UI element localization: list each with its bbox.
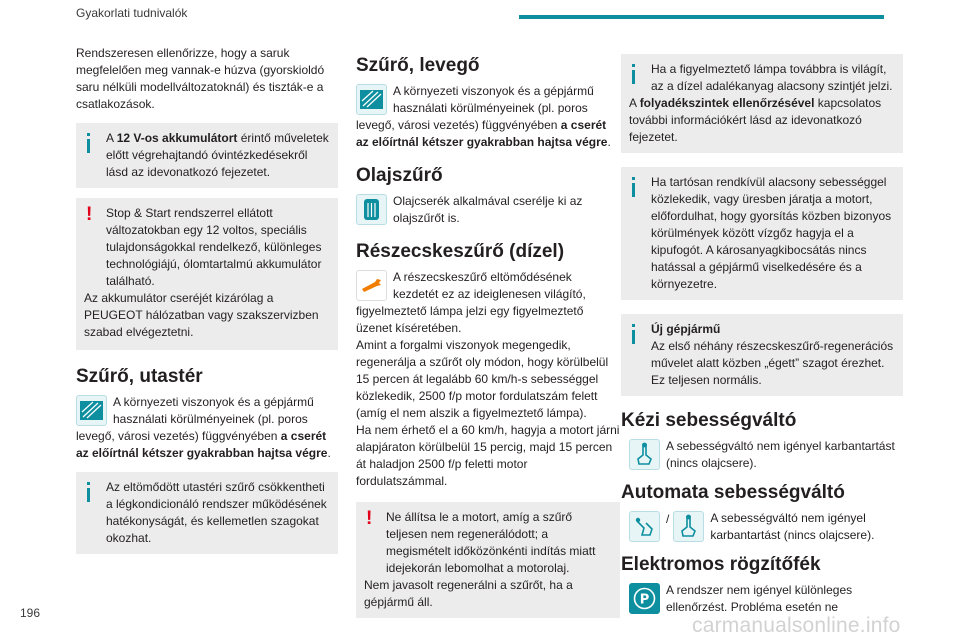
gearbox-icon [629,439,660,470]
info-note-low-speed: Ha tartósan rendkívül alacsony sebességgel közlekedik, vagy üresben járatja a motort, előfordulhat, hogy gyorsítás közben bizonyos körülmények között vízgőz hagyja el a kipufogót. A károsanyagkibocsátás nincs hatással a gépjármű viselkedésére és a környezetre. [621,167,903,300]
battery-bold: 12 V-os akkumulátort [116,131,238,145]
section-title-air-filter: Szűrő, levegő [356,55,480,76]
auto-gearbox-paragraph: / A sebességváltó nem igényel karbantartást (nincs olajcsere). [621,510,903,544]
warning-icon: ! [86,204,93,225]
auto-slash: / [666,512,670,526]
manual-gearbox-paragraph: A sebességváltó nem igényel karbantartást (nincs olajcsere). [621,438,903,472]
gearbox-icon [673,511,704,542]
info-note-additive: Ha a figyelmeztető lámpa továbbra is világít, az a dízel adalékanyag alacsony szintjét jelzi. A folyadékszintek ellenőrzésével kapcsolatos további információkért lásd az idevonatkozó fejezetet. [621,54,903,153]
oil-filter-paragraph: Olajcserék alkalmával cserélje ki az olajszűrőt is. [356,193,620,227]
intro-paragraph: Rendszeresen ellenőrizze, hogy a saruk megfelelően meg vannak-e húzva (gyorskioldó saru nélküli modellváltozatoknál) és tiszták-e a csatlakozások. [76,46,325,111]
info-note-battery: A 12 V-os akkumulátort érintő műveletek előtt végrehajtandó óvintézkedésekről lásd az idevonatkozó fejezetet. [76,123,338,188]
filter-icon [76,395,107,426]
section-title-dpf: Részecskeszűrő (dízel) [356,241,565,262]
column-1 [76,45,338,564]
wrench-icon [356,270,387,301]
air-filter-paragraph: A környezeti viszonyok és a gépjármű használati körülményeinek (pl. poros levegő, városi vezetés) függvényében a cserét az előírtnál kétszer gyakrabban hajtsa végre. [356,84,611,149]
parking-brake-icon [629,583,660,614]
header-accent-bar [519,15,884,19]
page-number: 196 [20,606,41,620]
watermark: carmanualsonline.info [692,614,901,637]
section-title-cabin-filter: Szűrő, utastér [76,366,203,387]
info-icon [632,324,635,344]
info-icon [632,177,635,197]
column-2: Szűrő, levegő A környezeti viszonyok és a gépjármű használati körülményeinek (pl. poros levegő, városi vezetés) függvényében a cserét az előírtnál kétszer gyakrabban hajtsa végre. Olajszűrő Olajcserék alkalmával cserélje ki az olajszűrőt is. Részecskeszűrő (dízel) A részecskeszűrő eltömődésének kezdetét ez az ideiglenesen világító, figyelmeztető lámpa jelzi egy figyelmeztető üzenet kíséretében. Amint a forgalmi viszonyok megengedik, regenerálja a szűrőt oly módon, hogy körülbelül 15 percen át legalább 60 km/h-s sebességgel közlekedik, 2500 f/p motor fordulatszám felett (amíg el nem alszik a figyelmeztető lámpa). Ha nem érhető el a 60 km/h, hagyja a motort járni alapjáraton körülbelül 15 percig, majd 15 percen át haladjon 2500 f/p feletti motor fordulatszámmal. ! Ne állítsa le a motort, amíg a szűrő teljesen nem regenerálódott; a megismételt időközönkénti indítás miatt idejekorán lebomolhat a motorolaj. Nem javasolt regenerálni a szűrőt, ha a gépjármű áll. [356,45,620,628]
section-title-manual-gearbox: Kézi sebességváltó [621,410,797,431]
epb-paragraph: P A rendszer nem igényel különleges ellenőrzést. Probléma esetén ne [621,582,903,616]
filter-icon [356,84,387,115]
dpf-paragraph: A részecskeszűrő eltömődésének kezdetét ez az ideiglenesen világító, figyelmeztető lámpa jelzi egy figyelmeztető üzenet kíséretében. [356,270,586,335]
info-note-cabin-filter: Az eltömődött utastéri szűrő csökkentheti a légkondicionáló rendszer működésének hatékonyságát, és kellemetlen szagokat okozhat. [76,472,338,554]
column-3 [621,45,903,626]
oil-filter-icon [356,194,387,225]
warning-note-stopstart: ! Stop & Start rendszerrel ellátott változatokban egy 12 voltos, speciális tulajdonságokkal rendelkező, különleges technológiájú, ólomtartalmú akkumulátor található. Az akkumulátor cseréjét kizárólag a PEUGEOT hálózatban vagy szakszervizben szabad elvégeztetni. [76,198,338,350]
gearbox-icon [629,511,660,542]
info-icon [632,64,635,84]
info-note-new-vehicle: Új gépjármű Az első néhány részecskeszűrő-regenerációs művelet alatt közben „égett” szagot érezhet. Ez teljesen normális. [621,314,903,396]
section-title-oil-filter: Olajszűrő [356,165,443,186]
warning-icon: ! [366,508,373,529]
cabin-filter-paragraph: A környezeti viszonyok és a gépjármű használati körülményeinek (pl. poros levegő, városi vezetés) függvényében a cserét az előírtnál kétszer gyakrabban hajtsa végre. [76,395,331,460]
info-icon [87,482,90,502]
warning-note-dpf: ! Ne állítsa le a motort, amíg a szűrő teljesen nem regenerálódott; a megismételt időközönkénti indítás miatt idejekorán lebomolhat a motorolaj. Nem javasolt regenerálni a szűrőt, ha a gépjármű áll. [356,502,620,618]
section-title-auto-gearbox: Automata sebességváltó [621,482,845,503]
header-title: Gyakorlati tudnivalók [76,6,188,20]
svg-text:P: P [639,592,650,608]
info-icon [87,133,90,153]
section-title-epb: Elektromos rögzítőfék [621,554,821,575]
